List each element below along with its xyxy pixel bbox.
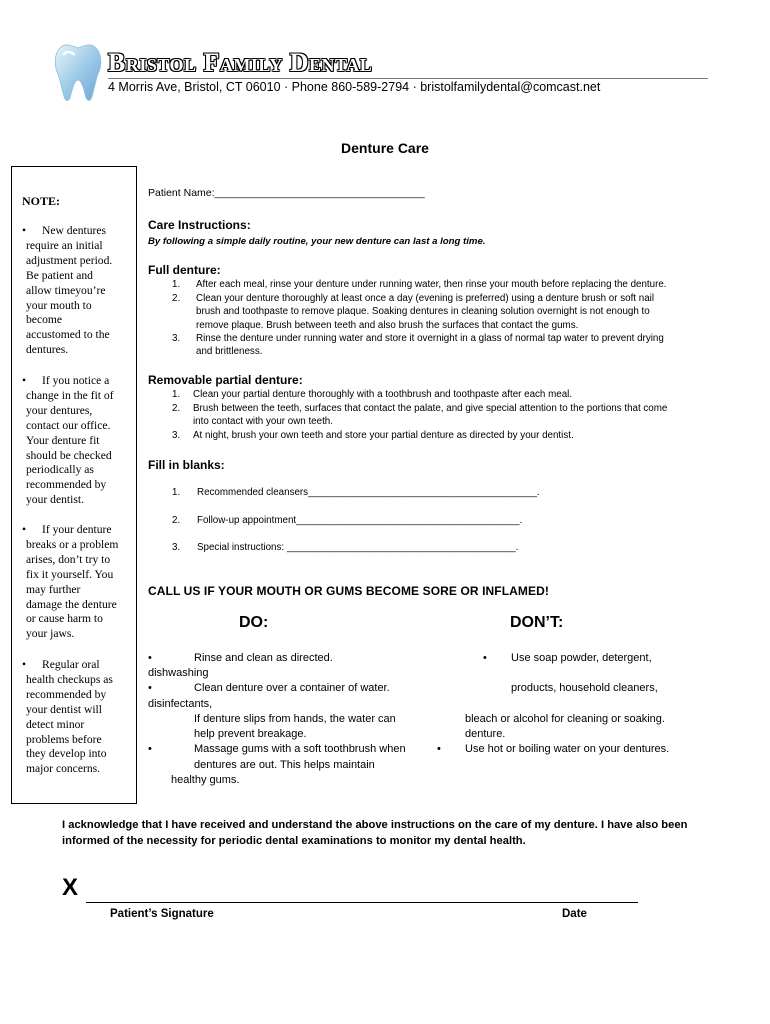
note-line: or cause harm to — [26, 612, 103, 626]
signature-line[interactable] — [86, 902, 638, 903]
note-line: damage the denture — [26, 597, 117, 611]
note-line: your dentures, — [26, 403, 93, 417]
note-line: may further — [26, 582, 81, 596]
dont-line: bleach or alcohol for cleaning or soaking. — [465, 713, 665, 725]
list-line: After each meal, rinse your denture under running water, then rinse your mouth before replacing the denture. — [196, 279, 667, 290]
bullet-icon: • — [148, 682, 152, 694]
list-number: 1. — [172, 389, 181, 400]
clinic-name: Bristol Family Dental — [108, 48, 373, 77]
full-denture-heading: Full denture: — [148, 263, 221, 277]
note-line — [22, 374, 110, 387]
note-line: your jaws. — [26, 627, 75, 641]
note-line: adjustment period. — [26, 253, 113, 267]
do-line: Massage gums with a soft toothbrush when — [194, 743, 406, 755]
note-line: your dentist will — [26, 702, 102, 716]
do-line: dentures are out. This helps maintain — [194, 759, 375, 771]
fill-in-heading: Fill in blanks: — [148, 458, 225, 472]
list-line: Brush between the teeth, surfaces that contact the palate, and give special attention to the portions that come — [193, 403, 668, 414]
note-line: Be patient and — [26, 268, 93, 282]
note-line: change in the fit of — [26, 388, 114, 402]
note-line: recommended by — [26, 478, 107, 492]
bullet-icon: • — [437, 743, 441, 755]
list-number: 3. — [172, 542, 181, 553]
dont-title: DON’T: — [510, 614, 564, 631]
note-line: fix it yourself. You — [26, 567, 114, 581]
blank-field[interactable]: Follow-up appointment_________________________________________. — [197, 515, 523, 526]
note-line: your dentist. — [26, 493, 84, 507]
list-line: brush and toothpaste to remove plaque. Soaking dentures in cleaning solution overnight is not enough to — [196, 306, 650, 318]
list-line: At night, brush your own teeth and store your partial denture as directed by your dentist. — [193, 430, 574, 441]
note-line: become — [26, 313, 63, 327]
care-subtitle: By following a simple daily routine, your new denture can last a long time. — [148, 236, 486, 247]
document-title: Denture Care — [341, 140, 429, 156]
list-line: and brittleness. — [196, 346, 263, 358]
blank-field[interactable]: Recommended cleansers__________________________________________. — [197, 487, 540, 498]
note-line: should be checked — [26, 448, 112, 462]
do-line: help prevent breakage. — [194, 728, 307, 740]
note-line: periodically as — [26, 463, 94, 477]
note-line: Your denture fit — [26, 433, 100, 447]
dont-line: Use soap powder, detergent, — [511, 652, 652, 664]
contact-line: 4 Morris Ave, Bristol, CT 06010 · Phone 860-589-2794 · bristolfamilydental@comcast.net — [108, 80, 601, 94]
list-number: 1. — [172, 487, 181, 498]
list-number: 1. — [172, 279, 181, 290]
bullet-icon: • — [22, 523, 27, 536]
note-line: recommended by — [26, 687, 107, 701]
list-line: Clean your denture thoroughly at least once a day (evening is preferred) using a denture brush or soft nail — [196, 293, 655, 304]
note-line-text: Regular oral — [42, 658, 100, 671]
care-instructions-heading: Care Instructions: — [148, 218, 251, 232]
note-title: NOTE: — [22, 194, 61, 208]
note-line — [22, 658, 100, 671]
do-line: Clean denture over a container of water. — [194, 682, 390, 694]
list-number: 2. — [172, 293, 181, 304]
date-label: Date — [562, 908, 587, 920]
note-line: detect minor — [26, 717, 85, 731]
note-line: accustomed to the — [26, 328, 110, 342]
do-line: Rinse and clean as directed. — [194, 652, 333, 664]
dont-line: denture. — [465, 728, 506, 740]
list-number: 3. — [172, 430, 181, 441]
note-line: breaks or a problem — [26, 537, 119, 551]
note-line: require an initial — [26, 238, 103, 252]
dont-line: Use hot or boiling water on your dentures. — [465, 743, 670, 755]
note-line: problems before — [26, 732, 102, 746]
do-line: disinfectants, — [148, 698, 213, 710]
do-line: dishwashing — [148, 667, 209, 679]
note-line: contact our office. — [26, 418, 111, 432]
list-number: 2. — [172, 515, 181, 526]
list-line: remove plaque. Brush between teeth and also brush the surfaces that contact the gums. — [196, 319, 579, 331]
bullet-icon: • — [22, 224, 27, 237]
do-line: If denture slips from hands, the water can — [194, 713, 396, 725]
tooth-logo-icon — [52, 42, 104, 102]
bullet-icon: • — [22, 658, 27, 671]
note-line-text: New dentures — [42, 224, 107, 237]
note-line: your mouth to — [26, 298, 92, 312]
blank-field[interactable]: Special instructions: __________________________________________. — [197, 542, 519, 553]
call-us-warning: CALL US IF YOUR MOUTH OR GUMS BECOME SORE OR INFLAMED! — [148, 584, 549, 598]
do-line: healthy gums. — [171, 774, 240, 786]
signature-x-mark: X — [62, 874, 79, 901]
note-line — [22, 523, 112, 536]
list-line: into contact with your own teeth. — [193, 416, 333, 428]
note-line — [22, 224, 107, 237]
patient-name-field: Patient Name:____________________________________ — [148, 187, 425, 199]
note-line: arises, don’t try to — [26, 552, 111, 566]
patient-signature-label: Patient’s Signature — [110, 908, 214, 920]
note-line: they develop into — [26, 747, 107, 761]
bullet-icon: • — [483, 652, 487, 664]
list-number: 3. — [172, 333, 181, 344]
note-line: health checkups as — [26, 672, 113, 686]
note-line-text: If your denture — [42, 523, 112, 536]
note-line: allow timeyou’re — [26, 283, 106, 297]
dont-line: products, household cleaners, — [511, 682, 658, 694]
bullet-icon: • — [22, 374, 27, 387]
header-rule — [108, 78, 708, 79]
note-line-text: If you notice a — [42, 374, 110, 387]
partial-denture-heading: Removable partial denture: — [148, 373, 303, 387]
list-line: Clean your partial denture thoroughly with a toothbrush and toothpaste after each meal. — [193, 389, 573, 400]
do-title: DO: — [239, 614, 269, 631]
bullet-icon: • — [148, 652, 152, 664]
list-line: Rinse the denture under running water and store it overnight in a glass of normal tap water to prevent drying — [196, 333, 664, 344]
bullet-icon: • — [148, 743, 152, 755]
note-line: major concerns. — [26, 762, 101, 776]
note-line: dentures. — [26, 343, 69, 357]
list-number: 2. — [172, 403, 181, 414]
acknowledgement-text: I acknowledge that I have received and understand the above instructions on the care of my denture. I have also been informed of the necessity for periodic dental examinations to monitor my dental health. — [62, 819, 688, 847]
